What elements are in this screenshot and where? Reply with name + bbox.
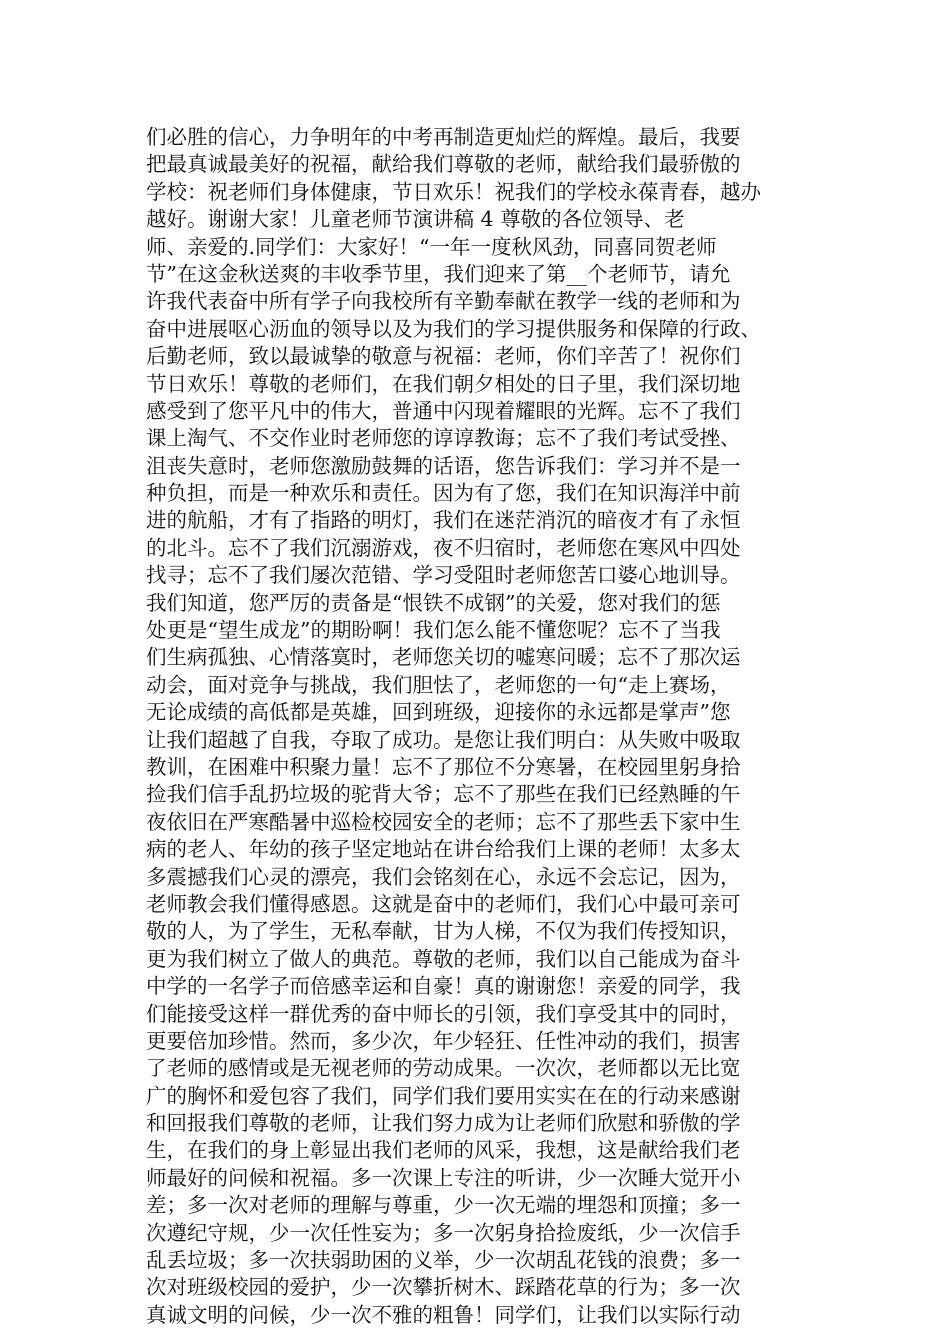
- text-line: 教训，在困难中积聚力量！忘不了那位不分寒暑，在校园里躬身拾: [146, 754, 741, 779]
- text-line: 奋中进展呕心沥血的领导以及为我们的学习提供服务和保障的行政、: [146, 316, 761, 341]
- text-line: 许我代表奋中所有学子向我校所有辛勤奉献在教学一线的老师和为: [146, 289, 741, 314]
- text-line: 越好。谢谢大家！儿童老师节演讲稿 4 尊敬的各位领导、老: [146, 207, 685, 232]
- text-line: 种负担，而是一种欢乐和责任。因为有了您，我们在知识海洋中前: [146, 481, 741, 506]
- text-line: 老师教会我们懂得感恩。这就是奋中的老师们，我们心中最可亲可: [146, 891, 741, 916]
- text-line: 们生病孤独、心情落寞时，老师您关切的嘘寒问暖；忘不了那次运: [146, 645, 741, 670]
- text-line: 更为我们树立了做人的典范。尊敬的老师，我们以自己能成为奋斗: [146, 946, 741, 971]
- text-line: 师、亲爱的.同学们：大家好！“一年一度秋风劲，同喜同贺老师: [146, 234, 717, 259]
- text-line: 们必胜的信心，力争明年的中考再制造更灿烂的辉煌。最后，我要: [146, 125, 741, 149]
- document-body: [146, 124, 814, 1329]
- text-line: 后勤老师，致以最诚挚的敬意与祝福：老师，你们辛苦了！祝你们: [146, 344, 741, 369]
- text-line: 学校：祝老师们身体健康，节日欢乐！祝我们的学校永葆青春，越办: [146, 179, 761, 204]
- text-line: 处更是“望生成龙”的期盼啊！我们怎么能不懂您呢？忘不了当我: [146, 618, 721, 643]
- text-line: 无论成绩的高低都是英雄，回到班级，迎接你的永远都是掌声”您: [146, 700, 731, 725]
- text-line: 夜依旧在严寒酷暑中巡检校园安全的老师；忘不了那些丢下家中生: [146, 809, 741, 834]
- text-line: 节日欢乐！尊敬的老师们，在我们朝夕相处的日子里，我们深切地: [146, 371, 741, 396]
- text-line: 次对班级校园的爱护，少一次攀折树木、踩踏花草的行为；多一次: [146, 1275, 741, 1300]
- text-line: 师最好的问候和祝福。多一次课上专注的听讲，少一次睡大觉开小: [146, 1165, 741, 1190]
- text-line: 感受到了您平凡中的伟大，普通中闪现着耀眼的光辉。忘不了我们: [146, 398, 741, 423]
- text-line: 沮丧失意时，老师您激励鼓舞的话语，您告诉我们：学习并不是一: [146, 453, 741, 478]
- text-line: 中学的一名学子而倍感幸运和自豪！真的谢谢您！亲爱的同学，我: [146, 974, 741, 999]
- text-line: 广的胸怀和爱包容了我们，同学们我们要用实实在在的行动来感谢: [146, 1083, 741, 1108]
- text-line: 次遵纪守规，少一次任性妄为；多一次躬身拾捡废纸，少一次信手: [146, 1220, 741, 1245]
- text-line: 把最真诚最美好的祝福，献给我们尊敬的老师，献给我们最骄傲的: [146, 152, 741, 177]
- text-line: 更要倍加珍惜。然而，多少次，年少轻狂、任性冲动的我们，损害: [146, 1028, 741, 1053]
- text-line: 真诚文明的问候，少一次不雅的粗鲁！同学们，让我们以实际行动: [146, 1302, 741, 1327]
- text-line: 找寻；忘不了我们屡次范错、学习受阻时老师您苦口婆心地训导。: [146, 563, 741, 588]
- text-line: 差；多一次对老师的理解与尊重，少一次无端的埋怨和顶撞；多一: [146, 1193, 741, 1218]
- text-line: 敬的人，为了学生，无私奉献，甘为人梯，不仅为我们传授知识，: [146, 919, 741, 944]
- text-line: 动会，面对竞争与挑战，我们胆怯了，老师您的一句“走上赛场，: [146, 672, 731, 697]
- text-line: 多震撼我们心灵的漂亮，我们会铭刻在心，永远不会忘记，因为，: [146, 864, 741, 889]
- text-line: 我们知道，您严厉的责备是“恨铁不成钢”的关爱，您对我们的惩: [146, 590, 721, 615]
- text-line: 们能接受这样一群优秀的奋中师长的引领，我们享受其中的同时，: [146, 1001, 741, 1026]
- text-line: 生，在我们的身上彰显出我们老师的风采，我想，这是献给我们老: [146, 1138, 741, 1163]
- text-line: 和回报我们尊敬的老师，让我们努力成为让老师们欣慰和骄傲的学: [146, 1111, 741, 1136]
- text-line: 的北斗。忘不了我们沉溺游戏，夜不归宿时，老师您在寒风中四处: [146, 535, 741, 560]
- text-line: 让我们超越了自我，夺取了成功。是您让我们明白：从失败中吸取: [146, 727, 741, 752]
- text-line: 进的航船，才有了指路的明灯，我们在迷茫消沉的暗夜才有了永恒: [146, 508, 741, 533]
- text-line: 节”在这金秋送爽的丰收季节里，我们迎来了第__个老师节，请允: [146, 261, 731, 286]
- text-line: 乱丢垃圾；多一次扶弱助困的义举，少一次胡乱花钱的浪费；多一: [146, 1248, 741, 1273]
- text-line: 了老师的感情或是无视老师的劳动成果。一次次，老师都以无比宽: [146, 1056, 741, 1081]
- text-line: 捡我们信手乱扔垃圾的驼背大爷；忘不了那些在我们已经熟睡的午: [146, 782, 741, 807]
- text-line: 病的老人、年幼的孩子坚定地站在讲台给我们上课的老师！太多太: [146, 837, 741, 862]
- text-line: 课上淘气、不交作业时老师您的谆谆教诲；忘不了我们考试受挫、: [146, 426, 741, 451]
